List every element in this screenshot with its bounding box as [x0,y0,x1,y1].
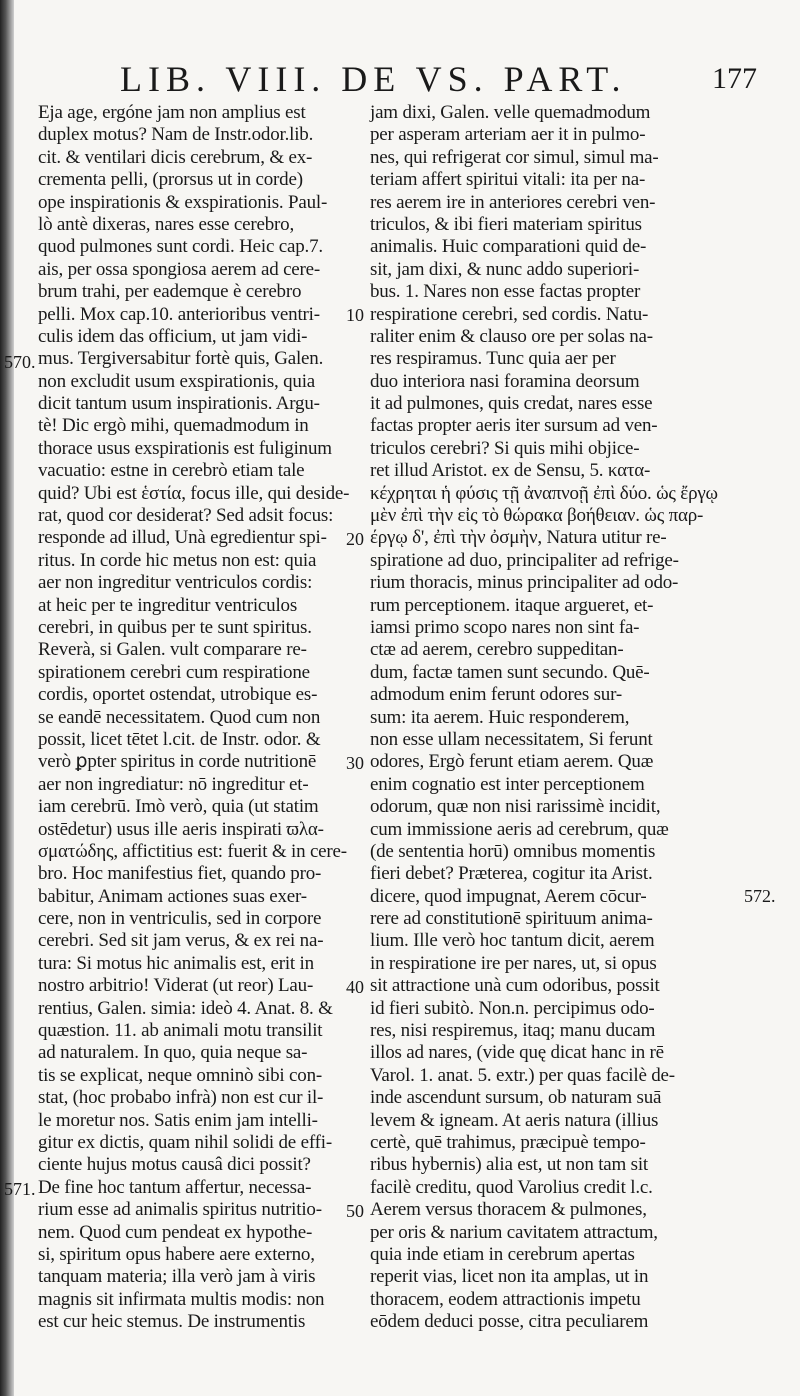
left-column [38,102,350,1333]
text-line: cit. & ventilari dicis cerebrum, & ex- [38,146,313,168]
text-line: sit, jam dixi, & nunc addo superiori- [370,258,640,280]
text-line: quæstion. 11. ab animali motu transilit [38,1020,323,1042]
text-line: Eja age, ergóne jam non amplius est [38,102,306,123]
text-line: tura: Si motus hic animalis est, erit in [38,952,314,974]
text-line: nostro arbitrio! Viderat (ut reor) Lau- [38,975,314,997]
text-line: respiratione cerebri, sed cordis. Natu- [370,303,649,325]
text-line: res respiramus. Tunc quia aer per [370,348,616,370]
text-line: verò ꝑpter spiritus in corde nutritionē [38,751,317,773]
page-number: 177 [712,62,757,95]
text-line: culis idem das officium, ut jam vidi- [38,325,308,347]
text-line: μὲν ἐπὶ τὴν εἰς τὸ θώρακα βοήθειαν. ὡς παρ- [370,505,704,527]
text-line: est cur heic stemus. De instrumentis [38,1311,306,1333]
text-line: triculos cerebri? Si quis mihi objice- [370,437,640,459]
text-line: ret illud Aristot. ex de Sensu, 5. κατα- [370,460,651,482]
text-line: bus. 1. Nares non esse factas propter [370,281,641,303]
running-head: LIB. VIII. DE VS. PART. [120,59,627,99]
text-line: De fine hoc tantum affertur, necessa- [38,1176,312,1198]
text-line: quid? Ubi est ἑστία, focus ille, qui deside- [38,482,350,504]
text-line: non esse ullam necessitatem, Si ferunt [370,728,653,750]
text-line: lium. Ille verò hoc tantum dicit, aerem [370,930,655,952]
text-line: ctæ ad aerem, cerebro suppeditan- [370,639,624,661]
text-line: stat, (hoc probabo infrà) non est cur il- [38,1087,324,1109]
text-line: Aerem versus thoracem & pulmones, [370,1199,647,1221]
text-line: odores, Ergò ferunt etiam aerem. Quæ [370,751,654,773]
text-line: levem & igneam. At aeris natura (illius [370,1109,659,1131]
text-line: Varol. 1. anat. 5. extr.) per quas facilè de- [370,1064,675,1086]
text-line: se eandē necessitatem. Quod cum non [38,706,321,728]
line-number-50: 50 [346,1201,364,1221]
text-line: ribus hybernis) alia est, ut non tam sit [370,1154,649,1176]
text-line: κέχρηται ἡ φύσις τῇ ἀναπνοῇ ἐπὶ δύο. ὡς ἔργῳ [370,482,718,504]
text-line: lò antè dixeras, nares esse cerebro, [38,213,295,235]
text-line: reperit vias, licet non ita amplas, ut in [370,1266,649,1288]
text-line: odorum, quæ non nisi rarissimè incidit, [370,796,661,818]
text-line: triculos, & ibi fieri materiam spiritus [370,213,642,235]
text-line: ais, per ossa spongiosa aerem ad cere- [38,258,321,280]
text-line: rium esse ad animalis spiritus nutritio- [38,1199,322,1221]
text-line: brum trahi, per eademque è cerebro [38,281,302,303]
text-line: sum: ita aerem. Huic responderem, [370,706,630,728]
text-line: illos ad nares, (vide quę dicat hanc in rē [370,1042,664,1064]
text-line: spirationem cerebri cum respiratione [38,661,310,683]
text-line: (de sententia horū) omnibus momentis [370,840,656,862]
text-line: quia inde etiam in cerebrum apertas [370,1243,635,1265]
text-line: iam cerebrū. Imò verò, quia (ut statim [38,796,319,818]
text-line: rat, quod cor desiderat? Sed adsit focus: [38,505,334,527]
text-line: fieri debet? Præterea, cogitur ita Arist. [370,863,653,885]
text-line: crementa pelli, (prorsus ut in corde) [38,169,303,191]
text-line: tè! Dic ergò mihi, quemadmodum in [38,415,309,437]
text-line: res aerem ire in anteriores cerebri ven- [370,191,656,213]
text-line: ritus. In corde hic metus non est: quia [38,549,317,571]
text-line: mus. Tergiversabitur fortè quis, Galen. [38,348,324,370]
text-line: dum, factæ tamen sunt secundo. Quē- [370,661,650,683]
text-line: rum perceptionem. itaque argueret, et- [370,594,654,616]
text-line: rentius, Galen. simia: ideò 4. Anat. 8. & [38,997,333,1019]
text-line: cum immissione aeris ad cerebrum, quæ [370,818,669,840]
text-line: jam dixi, Galen. velle quemadmodum [370,102,651,123]
text-line: ad naturalem. In quo, quia neque sa- [38,1042,308,1064]
text-line: nem. Quod cum pendeat ex hypothe- [38,1221,313,1243]
text-line: σματώδης, affictitius est: fuerit & in cere- [38,840,347,862]
text-line: cerebri, in quibus per te sunt spiritus. [38,616,312,638]
text-line: teriam affert spiritui vitali: ita per na- [370,169,646,191]
text-line: duo interiora nasi foramina deorsum [370,370,640,392]
text-line: Reverà, si Galen. vult comparare re- [38,639,307,661]
text-line: duplex motus? Nam de Instr.odor.lib. [38,124,314,146]
text-line: in respiratione ire per nares, ut, si opus [370,952,657,974]
text-line: ciente hujus motus causâ dici possit? [38,1154,311,1176]
text-line: vacuatio: estne in cerebrò etiam tale [38,460,305,482]
text-line: dicit tantum usum inspirationis. Argu- [38,393,320,415]
text-line: gitur ex dictis, quam nihil solidi de effi- [38,1131,332,1153]
text-line: rere ad constitutionē spirituum anima- [370,908,653,930]
text-line: aer non ingreditur ventriculos cordis: [38,572,313,594]
text-line: tanquam materia; illa verò jam à viris [38,1266,316,1288]
text-line: factas propter aeris iter sursum ad ven- [370,415,658,437]
text-line: si, spiritum opus habere aere externo, [38,1243,315,1265]
text-line: admodum enim ferunt odores sur- [370,684,622,706]
text-line: possit, licet tētet l.cit. de Instr. odor. & [38,728,321,750]
line-number-10: 10 [346,305,364,325]
text-line: le moretur nos. Satis enim jam intelli- [38,1109,318,1131]
text-line: quod pulmones sunt cordi. Heic cap.7. [38,236,323,258]
text-line: thorace usus exspirationis est fuliginum [38,437,332,459]
line-number-20: 20 [346,529,364,549]
text-line: cordis, oportet ostendat, utrobique es- [38,684,318,706]
text-line: έργῳ δ', ἐπὶ τὴν ὀσμὴν, Natura utitur re- [370,527,667,549]
text-line: magnis sit infirmata multis modis: non [38,1288,325,1310]
line-number-40: 40 [346,977,364,997]
text-line: dicere, quod impugnat, Aerem cōcur- [370,885,647,907]
text-line: sit attractione unà cum odoribus, possit [370,975,660,997]
text-line: res, nisi respiremus, itaq; manu ducam [370,1020,656,1042]
text-line: responde ad illud, Unà egredientur spi- [38,527,327,549]
text-line: it ad pulmones, quis credat, nares esse [370,393,653,415]
text-line: certè, quē trahimus, præcipuè tempo- [370,1131,646,1153]
margin-note-570: 570. [4,352,36,372]
text-line: spiratione ad duo, principaliter ad refrige- [370,549,679,571]
text-line: aer non ingrediatur: nō ingreditur et- [38,773,309,795]
text-line: animalis. Huic comparationi quid de- [370,236,647,258]
text-line: facilè creditu, quod Varolius credit l.c. [370,1176,653,1198]
text-line: enim cognatio est inter perceptionem [370,773,645,795]
text-line: babitur, Animam actiones suas exer- [38,885,307,907]
text-line: bro. Hoc manifestius fiet, quando pro- [38,863,322,885]
text-line: cere, non in ventriculis, sed in corpore [38,908,322,930]
text-line: tis se explicat, neque omninò sibi con- [38,1064,323,1086]
text-line: nes, qui refrigerat cor simul, simul ma- [370,146,659,168]
text-line: ostēdetur) usus ille aeris inspirati ϖλα- [38,818,324,840]
text-line: cerebri. Sed sit jam verus, & ex rei na- [38,930,324,952]
text-line: per oris & narium cavitatem attractum, [370,1221,658,1243]
text-line: thoracem, eodem attractionis impetu [370,1288,641,1310]
text-line: rium thoracis, minus principaliter ad odo- [370,572,679,594]
line-number-30: 30 [346,753,364,773]
margin-note-572: 572. [744,886,776,906]
text-line: ope inspirationis & exspirationis. Paul- [38,191,328,213]
text-line: iamsi primo scopo nares non sint fa- [370,616,640,638]
text-line: eōdem deduci posse, citra peculiarem [370,1311,649,1333]
text-line: id fieri subitò. Non.n. percipimus odo- [370,997,655,1019]
text-line: non excludit usum exspirationis, quia [38,370,316,392]
text-line: per asperam arteriam aer it in pulmo- [370,124,646,146]
right-column [370,102,718,1333]
text-line: at heic per te ingreditur ventriculos [38,594,298,616]
text-line: raliter enim & clauso ore per solas na- [370,325,653,347]
text-line: pelli. Mox cap.10. anterioribus ventri- [38,303,320,325]
text-line: inde ascendunt sursum, ob naturam suā [370,1087,662,1109]
page-header [0,52,800,102]
margin-note-571: 571. [4,1179,36,1199]
